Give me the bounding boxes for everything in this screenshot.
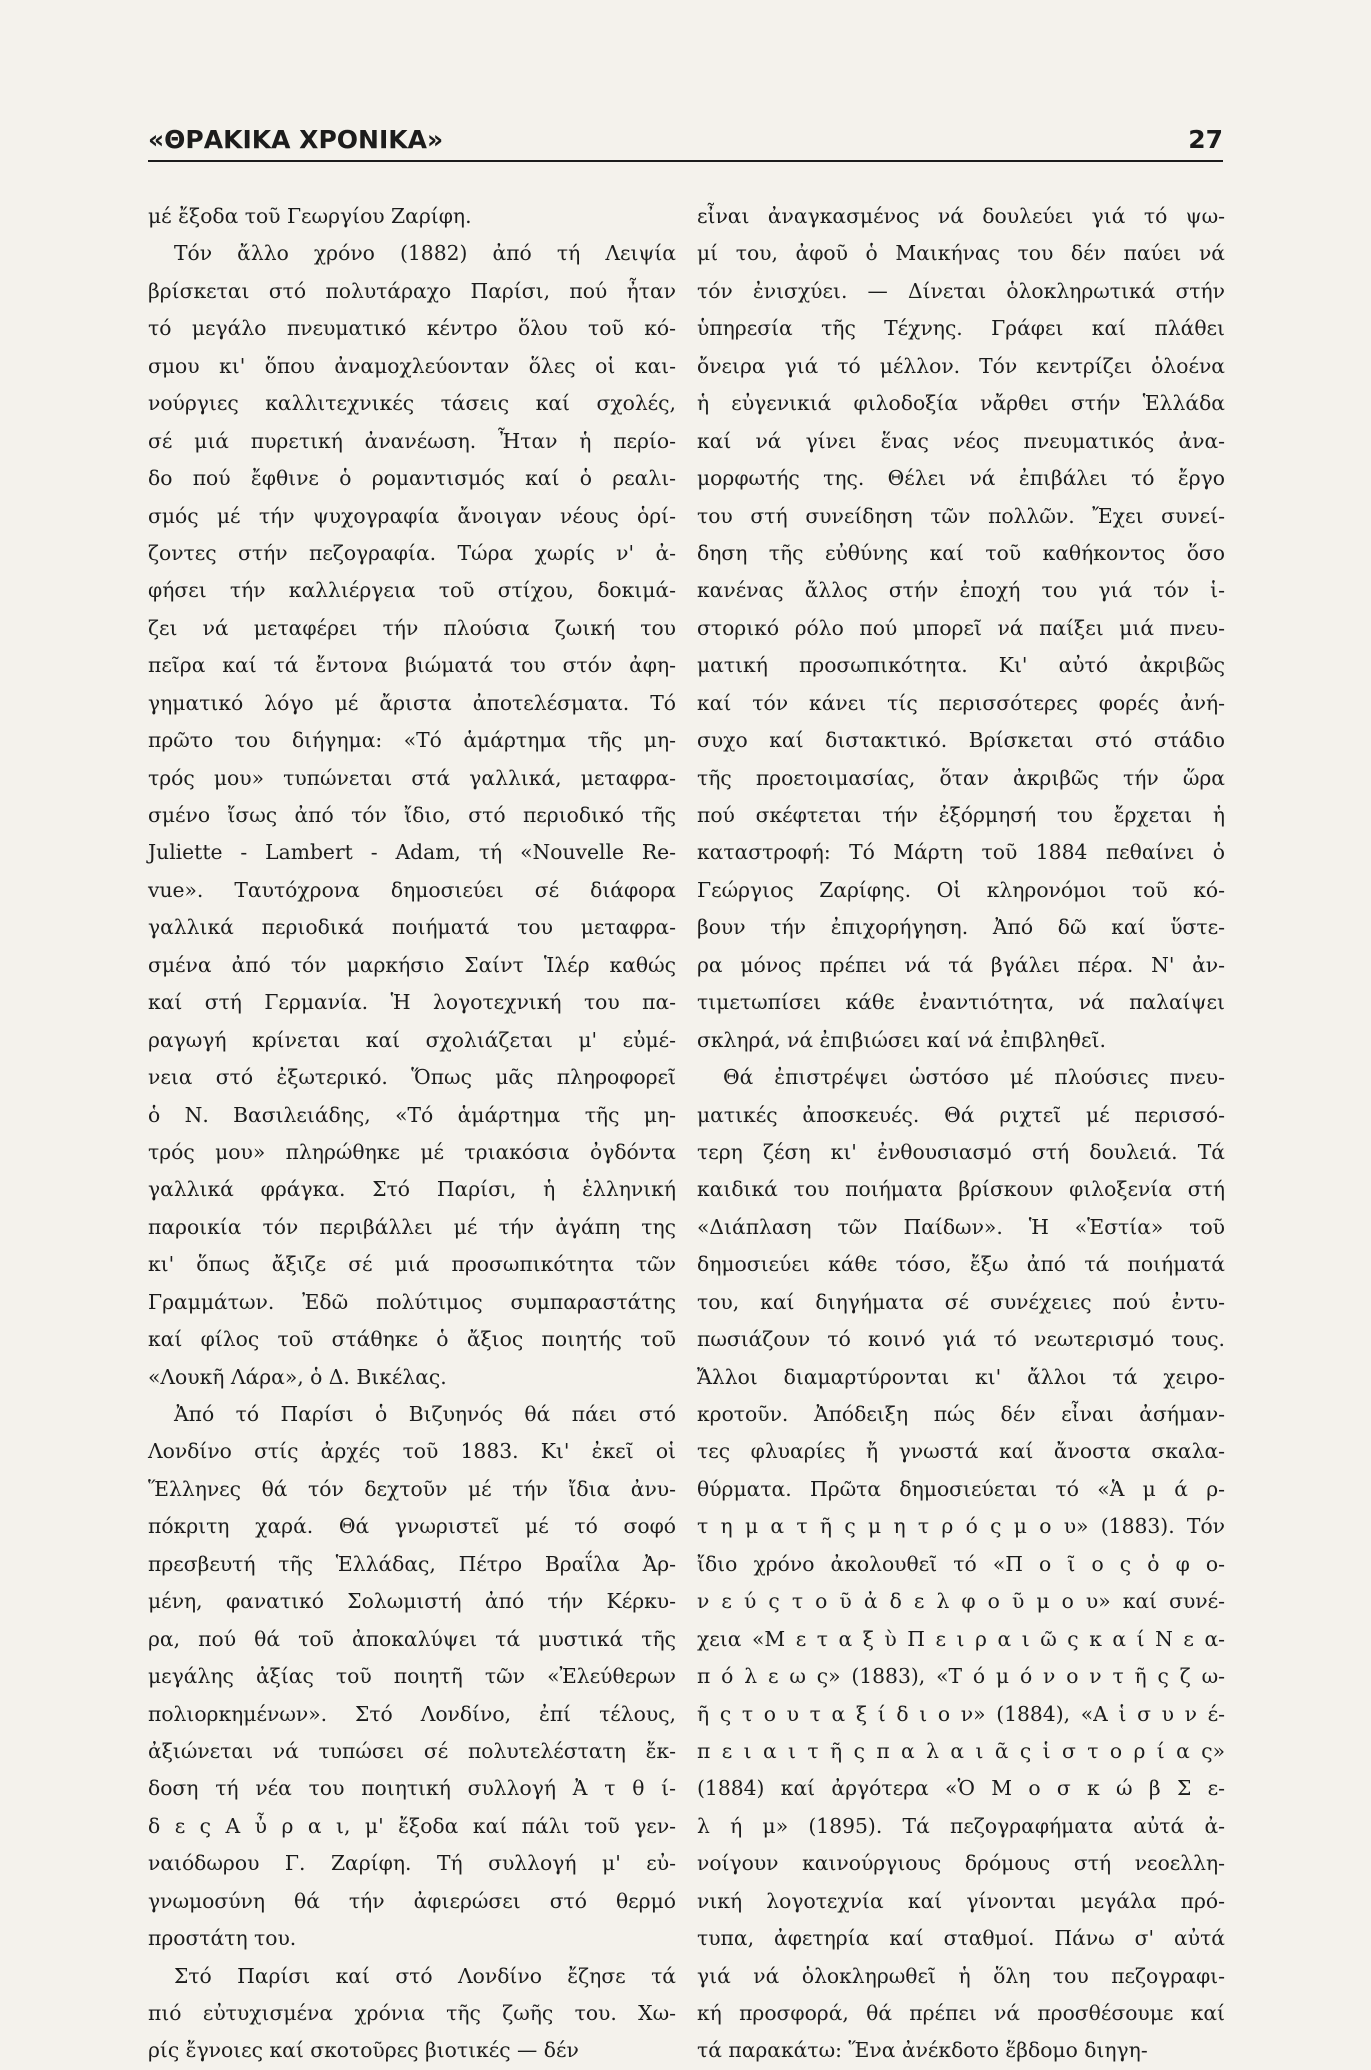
text-line: ἴδιο χρόνο ἀκολουθεῖ τό «Π ο ῖ ο ς ὁ φ ο- <box>697 1551 1225 1576</box>
text-line: μέ ἔξοδα τοῦ Γεωργίου Ζαρίφη. <box>148 204 472 228</box>
text-line: μί του, ἀφοῦ ὁ Μαικήνας του δέν παύει νά <box>697 241 1225 266</box>
text-line: ζει νά μεταφέρει τήν πλούσια ζωική του <box>148 615 676 640</box>
text-line: Στό Παρίσι καί στό Λονδίνο ἔζησε τά <box>174 1963 676 1988</box>
text-line: χεια «Μ ε τ α ξ ὺ Π ε ι ρ α ι ῶ ς κ α ί Ν ε α- <box>697 1626 1225 1651</box>
text-line: δ ε ς Α ὖ ρ α ι, μ' ἔξοδα καί πάλι τοῦ γεν- <box>148 1813 676 1838</box>
text-line: Τόν ἄλλο χρόνο (1882) ἀπό τή Λειψία <box>174 241 676 266</box>
text-line: εἶναι ἀναγκασμένος νά δουλεύει γιά τό ψω- <box>697 204 1225 228</box>
text-line: σμός μέ τήν ψυχογραφία ἄνοιγαν νέους ὁρί- <box>148 503 676 528</box>
text-line: Ἕλληνες θά τόν δεχτοῦν μέ τήν ἴδια ἀνυ- <box>148 1476 676 1501</box>
text-line: ρίς ἔγνοιες καί σκοτοῦρες βιοτικές — δέν <box>148 2038 579 2063</box>
text-line: μένη, φανατικό Σολωμιστή ἀπό τήν Κέρκυ- <box>148 1589 676 1614</box>
text-line: φήσει τήν καλλιέργεια τοῦ στίχου, δοκιμά- <box>148 578 676 603</box>
text-line: ῆ ς τ ο υ τ α ξ ί δ ι ο ν» (1884), «Α ἱ σ υ ν έ- <box>697 1701 1225 1726</box>
text-line: τ η μ α τ ῆ ς μ η τ ρ ό ς μ ο υ» (1883). Τόν <box>697 1514 1225 1539</box>
text-line: καταστροφή: Τό Μάρτη τοῦ 1884 πεθαίνει ὁ <box>697 840 1225 865</box>
text-line: μεγάλης ἀξίας τοῦ ποιητῆ τῶν «Ἐλεύθερων <box>148 1664 676 1689</box>
text-line: κή προσφορά, θά πρέπει νά προσθέσουμε καί <box>697 2001 1225 2025</box>
text-line: Γεώργιος Ζαρίφης. Οἱ κληρονόμοι τοῦ κό- <box>697 877 1225 902</box>
text-line: Juliette - Lambert - Adam, τή «Nouvelle Re- <box>148 840 676 865</box>
text-line: τῆς προετοιμασίας, ὅταν ἀκριβῶς τήν ὥρα <box>697 765 1225 790</box>
text-line: δηση τῆς εὐθύνης καί τοῦ καθήκοντος ὅσο <box>697 540 1225 565</box>
text-line: Γραμμάτων. Ἐδῶ πολύτιμος συμπαραστάτης <box>148 1289 676 1314</box>
journal-title: «ΘΡΑΚΙΚΑ ΧΡΟΝΙΚΑ» <box>148 125 444 154</box>
text-line: τρός μου» πληρώθηκε μέ τριακόσια ὀγδόντα <box>148 1139 676 1164</box>
text-line: Θά ἐπιστρέψει ὡστόσο μέ πλούσιες πνευ- <box>723 1065 1225 1090</box>
text-line: ρα, πού θά τοῦ ἀποκαλύψει τά μυστικά τῆς <box>148 1626 676 1651</box>
text-line: πολιορκημένων». Στό Λονδίνο, ἐπί τέλους, <box>148 1701 676 1726</box>
text-line: κροτοῦν. Ἀπόδειξη πώς δέν εἶναι ἀσήμαν- <box>697 1402 1225 1426</box>
text-line: ἡ εὐγενικιά φιλοδοξία νἄρθει στήν Ἑλλάδα <box>697 391 1225 416</box>
text-line: πωσιάζουν τό κοινό γιά τό νεωτερισμό τους. <box>697 1327 1225 1352</box>
text-line: «Λουκῆ Λάρα», ὁ Δ. Βικέλας. <box>148 1364 447 1389</box>
text-line: ματική προσωπικότητα. Κι' αὐτό ἀκριβῶς <box>697 653 1225 678</box>
text-line: λ ή μ» (1895). Τά πεζογραφήματα αὐτά ἀ- <box>697 1813 1225 1838</box>
running-header <box>148 120 1223 162</box>
text-line: σμένα ἀπό τόν μαρκήσιο Σαίντ Ἱλέρ καθώς <box>148 952 676 977</box>
text-line: καί νά γίνει ἕνας νέος πνευματικός ἀνα- <box>697 428 1225 453</box>
text-line: καί τόν κάνει τίς περισσότερες φορές ἀνή- <box>697 690 1225 715</box>
text-line: ὄνειρα γιά τό μέλλον. Τόν κεντρίζει ὁλοένα <box>697 353 1225 378</box>
text-line: δημοσιεύει κάθε τόσο, ἔξω ἀπό τά ποιήματά <box>697 1252 1225 1277</box>
text-line: καιδικά του ποιήματα βρίσκουν φιλοξενία στή <box>697 1177 1225 1202</box>
text-line: ρα μόνος πρέπει νά τά βγάλει πέρα. Ν' ἀν- <box>697 952 1225 977</box>
text-line: ναιόδωρου Γ. Ζαρίφη. Τή συλλογή μ' εὐ- <box>148 1851 676 1876</box>
text-line: τερη ζέση κι' ἐνθουσιασμό στή δουλειά. Τά <box>697 1139 1225 1164</box>
left-text-column <box>148 198 676 2070</box>
text-line: ὑπηρεσία τῆς Τέχνης. Γράφει καί πλάθει <box>697 316 1225 341</box>
text-line: νεια στό ἐξωτερικό. Ὅπως μᾶς πληροφορεῖ <box>148 1065 676 1090</box>
text-line: (1884) καί ἀργότερα «Ὁ Μ ο σ κ ώ β Σ ε- <box>697 1776 1225 1801</box>
text-line: γαλλικά περιοδικά ποιήματά του μεταφρα- <box>148 915 676 940</box>
text-line: ἀξιώνεται νά τυπώσει σέ πολυτελέστατη ἔκ- <box>148 1738 676 1763</box>
text-line: νοίγουν καινούργιους δρόμους στή νεοελλη- <box>697 1851 1225 1876</box>
text-line: γνωμοσύνη θά τήν ἀφιερώσει στό θερμό <box>148 1888 676 1913</box>
text-line: π ε ι α ι τ ῆ ς π α λ α ι ᾶ ς ἱ σ τ ο ρ ί α ς» <box>697 1738 1225 1763</box>
text-line: συχο καί διστακτικό. Βρίσκεται στό στάδιο <box>697 728 1225 753</box>
text-line: σμου κι' ὅπου ἀναμοχλεύονταν ὅλες οἱ και- <box>148 353 676 378</box>
text-line: στορικό ρόλο πού μπορεῖ νά παίξει μιά πνευ- <box>697 615 1225 640</box>
text-line: νική λογοτεχνία καί γίνονται μεγάλα πρό- <box>697 1888 1225 1913</box>
text-line: τιμετωπίσει κάθε ἐναντιότητα, νά παλαίψει <box>697 990 1225 1015</box>
text-line: κανένας ἄλλος στήν ἐποχή του γιά τόν ἱ- <box>697 578 1225 603</box>
text-line: τυπα, ἀφετηρία καί σταθμοί. Πάνω σ' αὐτά <box>697 1926 1225 1951</box>
text-line: Λονδίνο στίς ἀρχές τοῦ 1883. Κι' ἐκεῖ οἱ <box>148 1439 676 1464</box>
text-line: γιά νά ὁλοκληρωθεῖ ἡ ὅλη του πεζογραφι- <box>697 1963 1225 1988</box>
text-line: βουν τήν ἐπιχορήγηση. Ἀπό δῶ καί ὕστε- <box>697 915 1225 940</box>
text-line: σκληρά, νά ἐπιβιώσει καί νά ἐπιβληθεῖ. <box>697 1027 1106 1052</box>
text-line: «Διάπλαση τῶν Παίδων». Ἡ «Ἑστία» τοῦ <box>697 1214 1225 1239</box>
text-line: πού σκέφτεται τήν ἐξόρμησή του ἔρχεται ἡ <box>697 803 1225 827</box>
text-line: καί στή Γερμανία. Ἡ λογοτεχνική του πα- <box>148 990 676 1015</box>
text-line: ὁ Ν. Βασιλειάδης, «Τό ἁμάρτημα τῆς μη- <box>148 1102 676 1127</box>
text-line: σμένο ἴσως ἀπό τόν ἴδιο, στό περιοδικό τῆς <box>148 803 676 827</box>
text-line: πιό εὐτυχισμένα χρόνια τῆς ζωῆς του. Χω- <box>148 2001 676 2025</box>
text-line: ραγωγή κρίνεται καί σχολιάζεται μ' εὐμέ- <box>148 1027 676 1052</box>
text-line: καί φίλος τοῦ στάθηκε ὁ ἄξιος ποιητής τοῦ <box>148 1327 676 1352</box>
text-line: του στή συνείδηση τῶν πολλῶν. Ἔχει συνεί- <box>697 503 1225 528</box>
text-line: ζοντες στήν πεζογραφία. Τώρα χωρίς ν' ἀ- <box>148 540 676 565</box>
text-line: Ἄλλοι διαμαρτύρονται κι' ἄλλοι τά χειρο- <box>697 1364 1225 1389</box>
text-line: vue». Ταυτόχρονα δημοσιεύει σέ διάφορα <box>148 877 676 902</box>
text-line: βρίσκεται στό πολυτάραχο Παρίσι, πού ἦταν <box>148 278 676 303</box>
text-line: προστάτη του. <box>148 1926 297 1951</box>
text-line: παροικία τόν περιβάλλει μέ τήν ἀγάπη της <box>148 1214 676 1239</box>
text-line: πρῶτο του διήγημα: «Τό ἁμάρτημα τῆς μη- <box>148 728 676 753</box>
text-line: τό μεγάλο πνευματικό κέντρο ὅλου τοῦ κό- <box>148 316 676 341</box>
text-line: ματικές ἀποσκευές. Θά ριχτεῖ μέ περισσό- <box>697 1102 1225 1127</box>
text-line: τρός μου» τυπώνεται στά γαλλικά, μεταφρα- <box>148 765 676 790</box>
text-line: Ἀπό τό Παρίσι ὁ Βιζυηνός θά πάει στό <box>174 1402 676 1426</box>
text-line: του, καί διηγήματα σέ συνέχειες πού ἐντυ- <box>697 1289 1225 1314</box>
right-text-column <box>697 198 1225 2070</box>
text-line: πόκριτη χαρά. Θά γνωριστεῖ μέ τό σοφό <box>148 1514 676 1539</box>
text-line: γηματικό λόγο μέ ἄριστα ἀποτελέσματα. Τό <box>148 690 676 715</box>
text-line: ν ε ύ ς τ ο ῦ ἀ δ ε λ φ ο ῦ μ ο υ» καί συνέ- <box>697 1589 1225 1614</box>
page-number: 27 <box>1188 125 1223 154</box>
text-line: π ό λ ε ω ς» (1883), «Τ ό μ ό ν ο ν τ ῆ ς ζ ω- <box>697 1664 1225 1689</box>
text-line: σέ μιά πυρετική ἀνανέωση. Ἦταν ἡ περίο- <box>148 428 676 453</box>
text-line: κι' ὅπως ἄξιζε σέ μιά προσωπικότητα τῶν <box>148 1252 676 1277</box>
text-line: πρεσβευτή τῆς Ἑλλάδας, Πέτρο Βραΐλα Ἀρ- <box>148 1551 676 1576</box>
text-line: μορφωτής της. Θέλει νά ἐπιβάλει τό ἔργο <box>697 466 1225 491</box>
text-line: τόν ἐνισχύει. — Δίνεται ὁλοκληρωτικά στήν <box>697 278 1225 303</box>
text-line: πεῖρα καί τά ἔντονα βιώματά του στόν ἀφη- <box>148 653 676 678</box>
text-line: δο πού ἔφθινε ὁ ρομαντισμός καί ὁ ρεαλι- <box>148 466 676 491</box>
text-line: γαλλικά φράγκα. Στό Παρίσι, ἡ ἑλληνική <box>148 1177 676 1202</box>
text-line: θύρματα. Πρῶτα δημοσιεύεται τό «Ἁ μ ά ρ- <box>697 1476 1225 1501</box>
text-line: νούργιες καλλιτεχνικές τάσεις καί σχολές, <box>148 391 676 416</box>
text-line: τες φλυαρίες ἤ γνωστά καί ἄνοστα σκαλα- <box>697 1439 1225 1464</box>
text-line: τά παρακάτω: Ἕνα ἀνέκδοτο ἕβδομο διηγη- <box>697 2038 1148 2063</box>
text-line: δοση τή νέα του ποιητική συλλογή Ἀ τ θ ί- <box>148 1776 676 1801</box>
